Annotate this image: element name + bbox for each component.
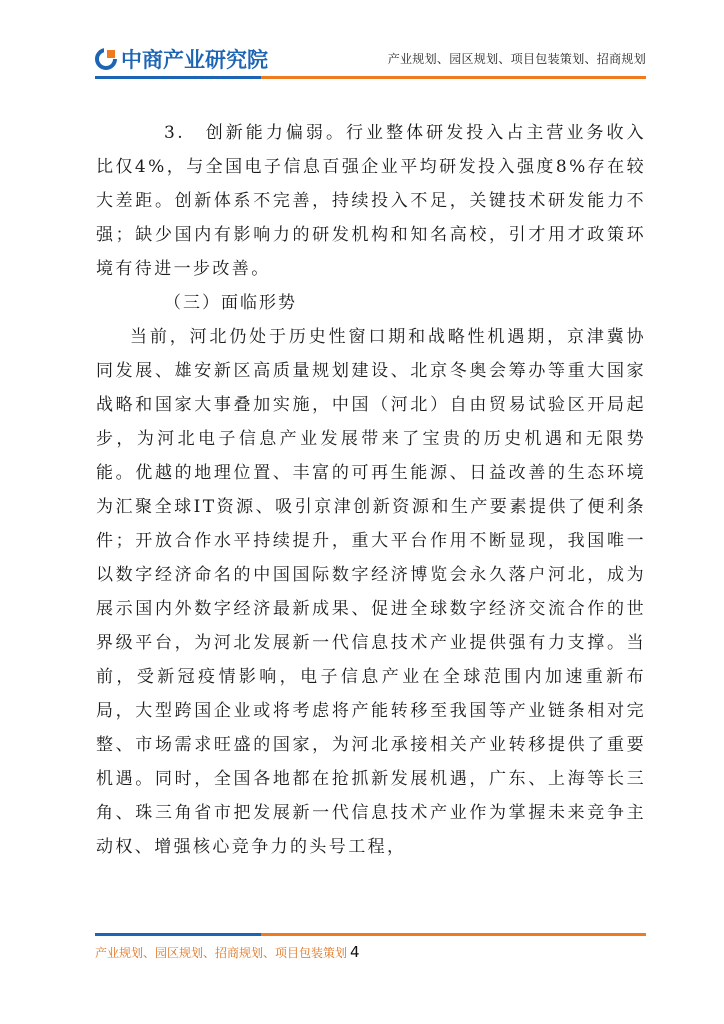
footer-text: 产业规划、园区规划、招商规划、项目包装策划: [95, 946, 348, 960]
page-footer: [95, 943, 360, 961]
company-logo: [95, 42, 268, 76]
paragraph-situation: 当前，河北仍处于历史性窗口期和战略性机遇期，京津冀协同发展、雄安新区高质量规划建设、北京冬奥会筹办等重大国家战略和国家大事叠加实施，中国（河北）自由贸易试验区开局起步，为河北电子信息产业发展带来了宝贵的历史机遇和无限势能。优越的地理位置、丰富的可再生能源、日益改善的生态环境为汇聚全球IT资源、吸引京津创新资源和生产要素提供了便利条件；开放合作水平持续提升，重大平台作用不断显现，我国唯一以数字经济命名的中国国际数字经济博览会永久落户河北，成为展示国内外数字经济最新成果、促进全球数字经济交流合作的世界级平台，为河北发展新一代信息技术产业提供强有力支撑。当前，受新冠疫情影响，电子信息产业在全球范围内加速重新布局，大型跨国企业或将考虑将产能转移至我国等产业链条相对完整、市场需求旺盛的国家，为河北承接相关产业转移提供了重要机遇。同时，全国各地都在抢抓新发展机遇，广东、上海等长三角、珠三角省市把发展新一代信息技术产业作为掌握未来竞争主动权、增强核心竞争力的头号工程，: [96, 327, 646, 857]
page-number: 4: [350, 943, 360, 961]
header-rule-orange: [261, 76, 646, 79]
paragraph-innovation: 3. 创新能力偏弱。行业整体研发投入占主营业务收入比仅4%，与全国电子信息百强企业平均研发投入强度8%存在较大差距。创新体系不完善，持续投入不足，关键技术研发能力不强；缺少国内有影响力的研发机构和知名高校，引才用才政策环境有待进一步改善。: [96, 123, 646, 279]
page-header: [0, 0, 724, 90]
footer-rule-orange: [261, 933, 646, 936]
logo-mark-icon: [95, 48, 117, 70]
header-rule-blue: [95, 76, 261, 79]
header-tagline: 产业规划、园区规划、项目包装策划、招商规划: [387, 52, 646, 66]
footer-rule-blue: [95, 933, 261, 936]
section-heading: （三）面临形势: [164, 293, 297, 313]
document-body: [96, 116, 646, 864]
logo-text: 中商产业研究院: [121, 48, 268, 72]
